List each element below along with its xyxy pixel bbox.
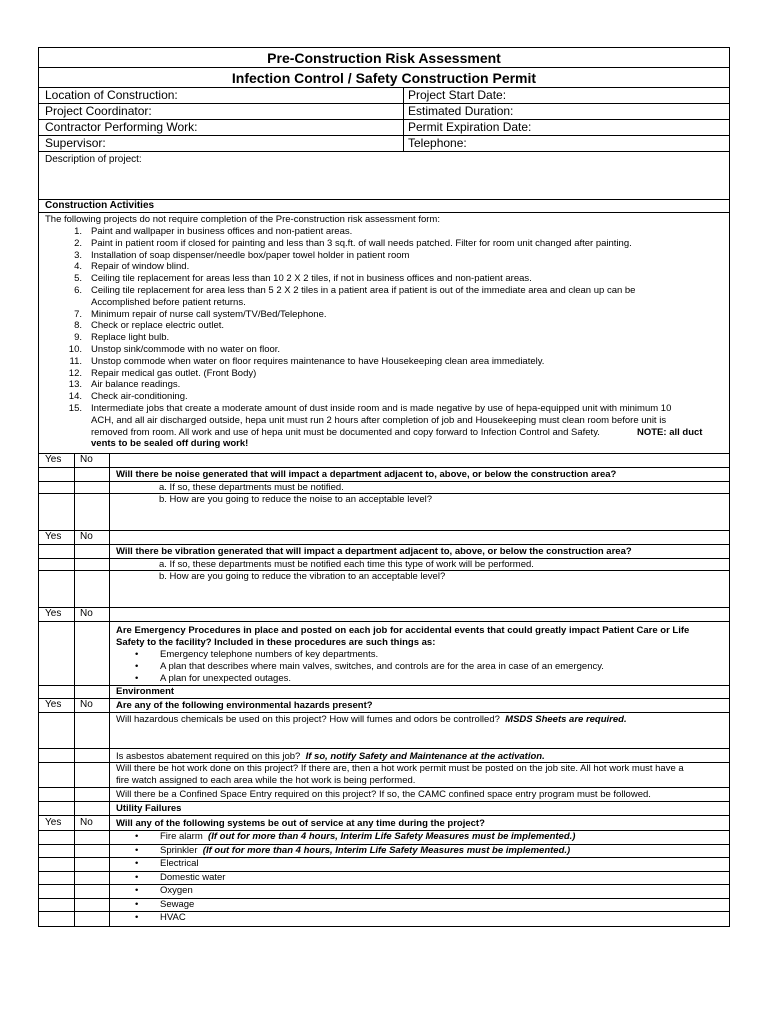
msds-required: MSDS Sheets are required. — [505, 714, 627, 725]
utility-system-name: Sewage — [160, 898, 195, 910]
field-divider — [403, 88, 404, 152]
utility-system-row[interactable] — [39, 858, 729, 872]
vibration-question-row — [39, 545, 729, 559]
vibration-col-divider-2 — [109, 531, 110, 608]
hotwork-line-2: fire watch assigned to each area while the hot work is being performed. — [116, 775, 416, 786]
activities-heading-row — [39, 200, 729, 213]
description-row[interactable] — [39, 152, 729, 200]
environment-col-divider-1 — [74, 686, 75, 802]
location-field[interactable]: Location of Construction: — [45, 88, 178, 102]
noise-answer-b: b. How are you going to reduce the noise to an acceptable level? — [159, 494, 433, 505]
emergency-question-line-2: Safety to the facility? Included in these procedures are such things as: — [116, 637, 436, 648]
supervisor-field[interactable]: Supervisor: — [45, 136, 106, 150]
utility-system-name: Fire alarm — [160, 831, 203, 842]
utility-col-divider-1 — [74, 802, 75, 926]
contractor-field[interactable]: Contractor Performing Work: — [45, 120, 198, 134]
utility-system-row[interactable] — [39, 845, 729, 859]
activity-text: ACH, and all air discharged outside, hepa unit must run 2 hours after completion of job and Housekeeping must clean room before unit is — [91, 414, 667, 426]
utility-system-row[interactable] — [39, 872, 729, 886]
emergency-item: Emergency telephone numbers of key departments. — [160, 649, 379, 660]
utility-bullet: • — [135, 885, 139, 896]
activities-list — [39, 213, 729, 454]
emergency-item: A plan for unexpected outages. — [160, 673, 291, 684]
activity-number: 12. — [68, 367, 82, 379]
confined-space-row[interactable] — [39, 788, 729, 802]
form-subtitle: Infection Control / Safety Construction Permit — [231, 70, 537, 86]
utility-bullet: • — [135, 844, 139, 856]
permit-form — [38, 47, 730, 927]
noise-a-row — [39, 482, 729, 494]
emergency-no-label[interactable]: No — [80, 608, 93, 619]
description-label: Description of project: — [45, 154, 142, 165]
noise-answer-a: a. If so, these departments must be notified. — [159, 482, 344, 493]
activity-text: Paint and wallpaper in business offices and non-patient areas. — [91, 226, 353, 237]
activity-text: Ceiling tile replacement for area less than 5 2 X 2 tiles in a patient area if patient is out of the immediate area and clean up can be — [91, 285, 636, 296]
activity-number: 7. — [74, 308, 82, 320]
title-row — [39, 48, 729, 68]
activity-text: Air balance readings. — [91, 379, 181, 391]
subtitle-row — [39, 68, 729, 88]
activity-number: 8. — [74, 320, 82, 332]
activity-number: 10. — [68, 344, 82, 355]
emergency-bullet: • — [135, 673, 139, 684]
asbestos-notify: If so, notify Safety and Maintenance at the activation. — [305, 751, 545, 762]
vibration-answer-b: b. How are you going to reduce the vibration to an acceptable level? — [159, 571, 446, 582]
activity-number: 1. — [74, 226, 82, 237]
ilsm-note: (If out for more than 4 hours, Interim Life Safety Measures must be implemented.) — [202, 844, 571, 856]
utility-system-name: Domestic water — [160, 871, 226, 883]
utility-system-label — [160, 858, 199, 870]
activity-text: Unstop sink/commode with no water on floor. — [91, 344, 281, 355]
utility-bullet: • — [135, 831, 139, 842]
start-date-field[interactable]: Project Start Date: — [408, 88, 507, 102]
utility-system-row[interactable] — [39, 899, 729, 913]
utility-system-name: HVAC — [160, 912, 186, 923]
chemicals-question — [116, 714, 627, 726]
emergency-item: A plan that describes where main valves, switches, and controls are for the area in case of an emergency. — [160, 661, 604, 672]
vibration-col-divider-1 — [74, 531, 75, 608]
activity-text: Paint in patient room if closed for painting and less than 3 sq.ft. of wall needs patched. Filter for room unit changed after painting. — [91, 237, 632, 249]
ilsm-note: (If out for more than 4 hours, Interim Life Safety Measures must be implemented.) — [208, 831, 576, 842]
utility-bullet: • — [135, 871, 139, 883]
activity-text: Accomplished before patient returns. — [91, 296, 246, 308]
activity-text: Check air-conditioning. — [91, 391, 188, 403]
activities-intro: The following projects do not require completion of the Pre-construction risk assessment form: — [45, 214, 440, 225]
activity-note-label: NOTE: all duct — [637, 426, 703, 438]
vibration-yesno-row — [39, 531, 729, 545]
activity-text: Intermediate jobs that create a moderate amount of dust inside room and is made negative by use of hepa-equipped unit with minimum 10 — [91, 403, 672, 414]
emergency-col-divider-2 — [109, 608, 110, 686]
emergency-bullet: • — [135, 649, 139, 660]
vibration-answer-a: a. If so, these departments must be notified each time this type of work will be performed. — [159, 559, 534, 570]
activity-number: 9. — [74, 332, 82, 344]
utility-system-label — [160, 912, 186, 924]
utility-system-name: Electrical — [160, 858, 199, 869]
activity-text: Replace light bulb. — [91, 332, 170, 344]
utility-system-name: Sprinkler — [160, 844, 198, 856]
environment-question: Are any of the following environmental hazards present? — [116, 700, 373, 711]
activity-number: 14. — [68, 391, 82, 403]
activity-text: Repair medical gas outlet. (Front Body) — [91, 367, 257, 379]
activity-number: 3. — [74, 249, 82, 261]
environment-no-label[interactable]: No — [80, 699, 93, 710]
utility-system-row[interactable] — [39, 885, 729, 899]
activities-heading: Construction Activities — [45, 200, 155, 211]
noise-col-divider-2 — [109, 454, 110, 531]
hotwork-row[interactable] — [39, 763, 729, 788]
noise-b-row[interactable] — [39, 494, 729, 531]
activity-text: Minimum repair of nurse call system/TV/Bed/Telephone. — [91, 308, 327, 320]
chemicals-row[interactable] — [39, 713, 729, 749]
activity-text: Check or replace electric outlet. — [91, 320, 225, 332]
emergency-block — [39, 622, 729, 686]
environment-heading-row — [39, 686, 729, 699]
utility-bullet: • — [135, 858, 139, 869]
activity-text: removed from room. All work and use of hepa unit must be documented and copy forward to Infection Control and Safety. — [91, 426, 600, 438]
activity-number: 11. — [69, 355, 82, 367]
emergency-bullet: • — [135, 661, 139, 672]
environment-question-row — [39, 699, 729, 713]
form-title: Pre-Construction Risk Assessment — [267, 50, 501, 66]
asbestos-question — [116, 751, 545, 763]
vibration-question: Will there be vibration generated that will impact a department adjacent to, above, or below the construction area? — [116, 546, 632, 557]
location-row — [39, 88, 729, 104]
utility-system-label — [160, 885, 193, 897]
utility-system-label — [160, 899, 194, 911]
environment-col-divider-2 — [109, 686, 110, 802]
emergency-yes-label[interactable]: Yes — [45, 608, 62, 619]
utility-question-row — [39, 816, 729, 831]
duration-field[interactable]: Estimated Duration: — [408, 104, 514, 118]
activity-text: Unstop commode when water on floor requires maintenance to have Housekeeping clean area immediately. — [91, 355, 545, 367]
utility-system-row[interactable] — [39, 831, 729, 845]
hotwork-line-1: Will there be hot work done on this project? If there are, then a hot work permit must be posted on the job site. All hot work must have a — [116, 763, 684, 774]
activity-number: 13. — [68, 379, 82, 391]
emergency-col-divider-1 — [74, 608, 75, 686]
vibration-yes-label[interactable]: Yes — [45, 531, 62, 542]
asbestos-text: Is asbestos abatement required on this job? — [116, 751, 301, 762]
activity-text: Ceiling tile replacement for areas less than 10 2 X 2 tiles, if not in business offices and non-patient areas. — [91, 273, 532, 285]
utility-system-name: Oxygen — [160, 885, 193, 896]
noise-question-row — [39, 468, 729, 482]
noise-yesno-row — [39, 454, 729, 468]
noise-no-label[interactable]: No — [80, 454, 93, 465]
utility-system-label — [160, 831, 575, 843]
activity-number: 4. — [74, 261, 82, 273]
confined-space-question: Will there be a Confined Space Entry required on this project? If so, the CAMC confined space entry program must be followed. — [116, 789, 651, 800]
vibration-a-row — [39, 559, 729, 571]
utility-bullet: • — [135, 898, 139, 910]
asbestos-row[interactable] — [39, 749, 729, 763]
utility-heading: Utility Failures — [116, 803, 182, 814]
activity-number: 15. — [68, 403, 82, 414]
environment-heading: Environment — [116, 686, 175, 697]
expiration-field[interactable]: Permit Expiration Date: — [408, 120, 532, 134]
coordinator-field[interactable]: Project Coordinator: — [45, 104, 152, 118]
contractor-row — [39, 120, 729, 136]
utility-yes-label[interactable]: Yes — [45, 817, 62, 828]
coordinator-row — [39, 104, 729, 120]
activity-text: Installation of soap dispenser/needle box/paper towel holder in patient room — [91, 249, 410, 261]
activity-text: Repair of window blind. — [91, 261, 190, 273]
telephone-field[interactable]: Telephone: — [408, 136, 467, 150]
activity-number: 2. — [74, 237, 82, 249]
noise-yes-label[interactable]: Yes — [45, 454, 62, 465]
vibration-no-label[interactable]: No — [80, 531, 93, 542]
emergency-yesno-row — [39, 608, 729, 622]
activity-note-continued: vents to be sealed off during work! — [91, 438, 249, 450]
emergency-question-line-1: Are Emergency Procedures in place and posted on each job for accidental events that could greatly impact Patient Care or Life — [116, 625, 690, 636]
utility-system-row[interactable] — [39, 912, 729, 926]
supervisor-row — [39, 136, 729, 152]
utility-heading-row — [39, 802, 729, 816]
utility-bullet: • — [135, 912, 139, 923]
utility-system-label — [160, 872, 225, 884]
activity-number: 5. — [74, 273, 82, 285]
noise-col-divider-1 — [74, 454, 75, 531]
utility-system-label — [160, 845, 570, 857]
vibration-b-row[interactable] — [39, 571, 729, 608]
utility-no-label[interactable]: No — [80, 817, 93, 828]
utility-question: Will any of the following systems be out of service at any time during the project? — [116, 818, 485, 829]
activity-number: 6. — [74, 285, 82, 296]
noise-question: Will there be noise generated that will impact a department adjacent to, above, or below the construction area? — [116, 469, 617, 480]
utility-col-divider-2 — [109, 802, 110, 926]
environment-yes-label[interactable]: Yes — [45, 699, 62, 710]
chemicals-text: Will hazardous chemicals be used on this project? How will fumes and odors be controlled? — [116, 714, 500, 725]
